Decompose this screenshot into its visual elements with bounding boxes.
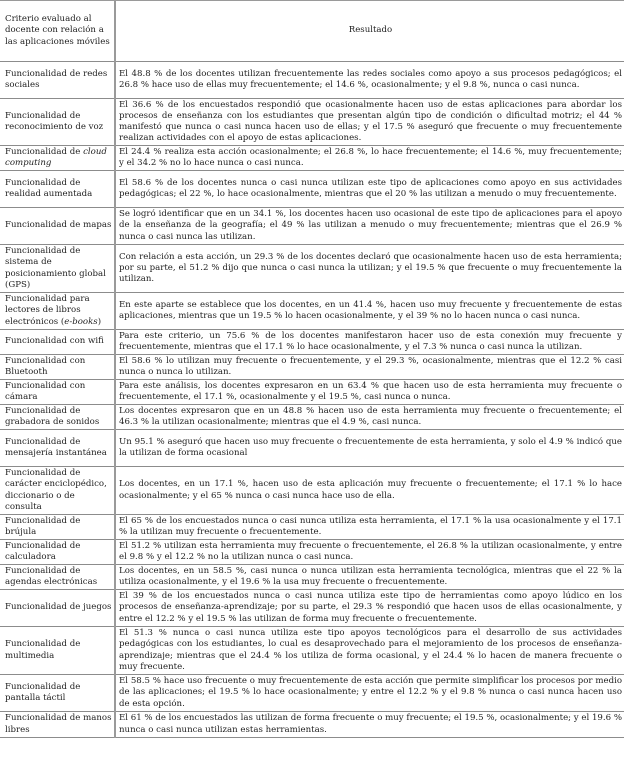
criterio-prefix: Funcionalidad para lectores de libros electrónicos ( xyxy=(5,294,90,327)
row-resultado: En este aparte se establece que los docentes, en un 41.4 %, hacen uso muy frecuente y frecuentemente de estas aplicaciones, mientras que un 19.5 % lo hacen ocasionalmente, y el 39 % no lo hacen nunca o casi nunca. xyxy=(115,293,624,330)
row-resultado: Los docentes, en un 17.1 %, hacen uso de esta aplicación muy frecuente o frecuentemente; el 17.1 % lo hace ocasionalmente; y el 65 % nunca o casi nunca hace uso de ella. xyxy=(115,467,624,515)
row-resultado: El 58.5 % hace uso frecuente o muy frecuentemente de esta acción que permite simplificar los procesos por medio de las aplicaciones; el 19.5 % lo hace ocasionalmente; y entre el 12.2 % y el 9.8 % nunca o casi nunca hacen uso de esta opción. xyxy=(115,675,624,712)
row-criterio: Funcionalidad de calculadora xyxy=(0,540,115,565)
row-resultado: Se logró identificar que en un 34.1 %, los docentes hacen uso ocasional de este tipo de aplicaciones para el apoyo de la enseñanza de la geografía; el 49 % las utilizan a menudo o muy frecuentemente; mientras que el 26.9 % nunca o casi nunca las utilizan. xyxy=(115,208,624,245)
table-row xyxy=(0,515,624,540)
row-criterio: Funcionalidad de manos libres xyxy=(0,712,115,738)
table-row xyxy=(0,62,624,99)
row-resultado: Con relación a esta acción, un 29.3 % de los docentes declaró que ocasionalmente hacen uso de esta herramienta; por su parte, el 51.2 % dijo que nunca o casi nunca la utilizan; y el 19.5 % que frecuente o muy frecuentemente la utilizan. xyxy=(115,245,624,293)
table-row xyxy=(0,146,624,171)
row-criterio: Funcionalidad de reconocimiento de voz xyxy=(0,99,115,146)
criterio-italic: cloud computing xyxy=(5,146,107,168)
row-criterio: Funcionalidad de agendas electrónicas xyxy=(0,565,115,590)
table-row xyxy=(0,590,624,627)
table-row xyxy=(0,430,624,467)
row-resultado: El 36.6 % de los encuestados respondió que ocasionalmente hacen uso de estas aplicaciones para abordar los procesos de enseñanza con los estudiantes que presentan algún tipo de condición o dificultad motriz; el 44 % manifestó que nunca o casi nunca hacen uso de ellas; y el 17.5 % aseguró que frecuente o muy frecuentemente realizan actividades con el apoyo de estas aplicaciones. xyxy=(115,99,624,146)
table-row xyxy=(0,565,624,590)
row-criterio: Funcionalidad de brújula xyxy=(0,515,115,540)
criterio-suffix: ) xyxy=(97,316,102,327)
table-row xyxy=(0,293,624,330)
row-criterio: Funcionalidad de redes sociales xyxy=(0,62,115,99)
row-resultado: Un 95.1 % aseguró que hacen uso muy frecuente o frecuentemente de esta herramienta, y solo el 4.9 % indicó que la utilizan de forma ocasional xyxy=(115,430,624,467)
row-resultado: El 58.6 % de los docentes nunca o casi nunca utilizan este tipo de aplicaciones como apoyo en sus actividades pedagógicas; el 22 %, lo hace ocasionalmente, mientras que el 20 % las utilizan a menudo o muy frecuentemente. xyxy=(115,171,624,208)
row-resultado: El 51.3 % nunca o casi nunca utiliza este tipo apoyos tecnológicos para el desarrollo de sus actividades pedagógicas con los estudiantes, lo cual es desaprovechado para el mejoramiento de los procesos de enseñanza-aprendizaje; mientras que el 24.4 % los utiliza de forma ocasional, y el 24.4 % lo hacen de manera frecuente o muy frecuente. xyxy=(115,627,624,675)
row-resultado: El 65 % de los encuestados nunca o casi nunca utiliza esta herramienta, el 17.1 % la usa ocasionalmente y el 17.1 % la utilizan muy frecuente o frecuentemente. xyxy=(115,515,624,540)
row-criterio: Funcionalidad con cámara xyxy=(0,380,115,405)
row-resultado: El 58.6 % lo utilizan muy frecuente o frecuentemente, y el 29.3 %, ocasionalmente, mientras que el 12.2 % casi nunca o nunca lo utilizan. xyxy=(115,355,624,380)
row-criterio: Funcionalidad de sistema de posicionamiento global (GPS) xyxy=(0,245,115,293)
row-criterio xyxy=(0,146,115,171)
row-resultado: Los docentes, en un 58.5 %, casi nunca o nunca utilizan esta herramienta tecnológica, mientras que el 22 % la utiliza ocasionalmente, y el 19.6 % la usa muy frecuente o frecuentemente. xyxy=(115,565,624,590)
row-criterio: Funcionalidad de realidad aumentada xyxy=(0,171,115,208)
table-row xyxy=(0,712,624,738)
table-row xyxy=(0,405,624,430)
row-resultado: El 24.4 % realiza esta acción ocasionalmente; el 26.8 %, lo hace frecuentemente; el 14.6 %, muy frecuentemente; y el 34.2 % no lo hace nunca o casi nunca. xyxy=(115,146,624,171)
header-criterio: Criterio evaluado al docente con relación a las aplicaciones móviles xyxy=(0,1,115,62)
row-resultado: Para este criterio, un 75.6 % de los docentes manifestaron hacer uso de esta conexión muy frecuente y frecuentemente, mientras que el 17.1 % lo hace ocasionalmente, y el 7.3 % nunca o casi nunca la utilizan. xyxy=(115,330,624,355)
header-resultado: Resultado xyxy=(115,1,624,62)
row-resultado: El 51.2 % utilizan esta herramienta muy frecuente o frecuentemente, el 26.8 % la utilizan ocasionalmente, y entre el 9.8 % y el 12.2 % no la utilizan nunca o casi nunca. xyxy=(115,540,624,565)
table-row xyxy=(0,171,624,208)
row-criterio: Funcionalidad con Bluetooth xyxy=(0,355,115,380)
row-criterio: Funcionalidad de multimedia xyxy=(0,627,115,675)
table-row xyxy=(0,330,624,355)
row-resultado: Para este análisis, los docentes expresaron en un 63.4 % que hacen uso de esta herramienta muy frecuente o frecuentemente, el 17.1 %, ocasionalmente y el 19.5 %, casi nunca o nunca. xyxy=(115,380,624,405)
row-resultado: El 39 % de los encuestados nunca o casi nunca utiliza este tipo de herramientas como apoyo lúdico en los procesos de enseñanza-aprendizaje; por su parte, el 29.3 % respondió que hacen usos de ellas ocasionalmente, y entre el 12.2 % y el 19.5 % las utilizan de forma muy frecuente o frecuentemente. xyxy=(115,590,624,627)
row-criterio xyxy=(0,293,115,330)
table-row xyxy=(0,380,624,405)
table-header-row xyxy=(0,1,624,62)
row-criterio: Funcionalidad de juegos xyxy=(0,590,115,627)
table-row xyxy=(0,675,624,712)
row-resultado: Los docentes expresaron que en un 48.8 % hacen uso de esta herramienta muy frecuente o frecuentemente; el 46.3 % la utilizan ocasionalmente; mientras que el 4.9 %, casi nunca. xyxy=(115,405,624,430)
table-row xyxy=(0,627,624,675)
table-row xyxy=(0,467,624,515)
table-row xyxy=(0,540,624,565)
row-criterio: Funcionalidad de grabadora de sonidos xyxy=(0,405,115,430)
row-criterio: Funcionalidad de pantalla táctil xyxy=(0,675,115,712)
row-criterio: Funcionalidad de mapas xyxy=(0,208,115,245)
row-criterio: Funcionalidad de carácter enciclopédico, diccionario o de consulta xyxy=(0,467,115,515)
row-criterio: Funcionalidad con wifi xyxy=(0,330,115,355)
table-row xyxy=(0,99,624,146)
criterio-italic: e-books xyxy=(64,316,98,327)
row-resultado: El 61 % de los encuestados las utilizan de forma frecuente o muy frecuente; el 19.5 %, ocasionalmente; y el 19.6 % nunca o casi nunca utilizan estas herramientas. xyxy=(115,712,624,738)
table-row xyxy=(0,355,624,380)
row-criterio: Funcionalidad de mensajería instantánea xyxy=(0,430,115,467)
row-resultado: El 48.8 % de los docentes utilizan frecuentemente las redes sociales como apoyo a sus procesos pedagógicos; el 26.8 % hace uso de ellas muy frecuentemente; el 14.6 %, ocasionalmente; y el 9.8 %, nunca o casi nunca. xyxy=(115,62,624,99)
criterio-prefix: Funcionalidad de xyxy=(5,146,84,157)
table-row xyxy=(0,245,624,293)
table-row xyxy=(0,208,624,245)
